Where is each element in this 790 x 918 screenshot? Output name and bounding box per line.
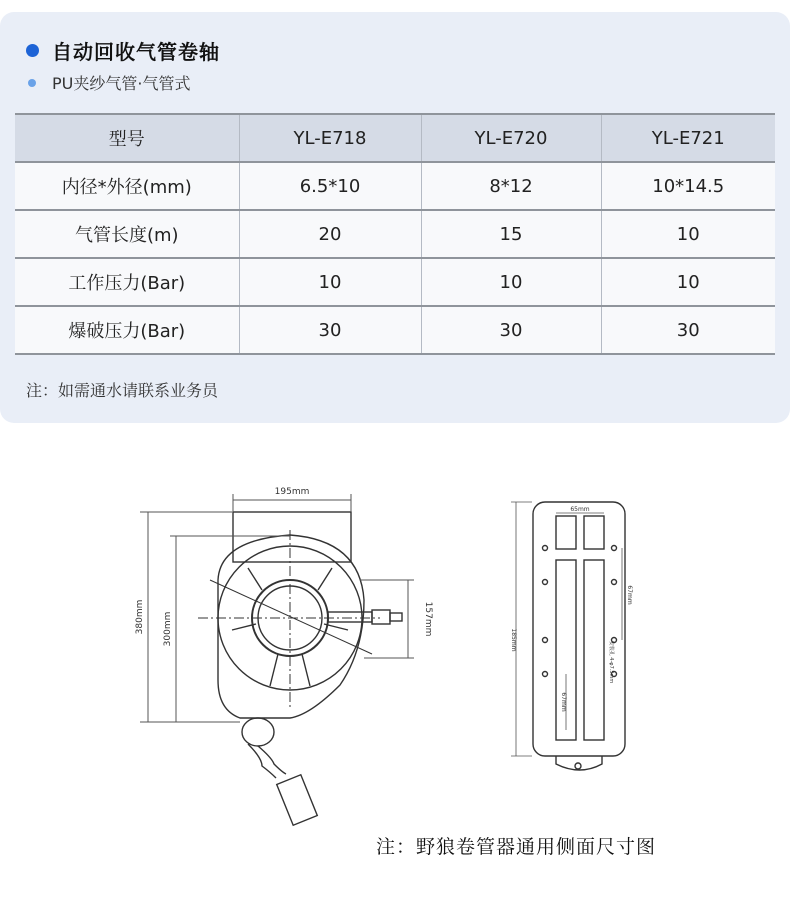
title-row [26, 36, 220, 65]
label-total-height: 380mm [135, 599, 145, 635]
row-label: 气管长度(m) [15, 210, 239, 258]
table-row [15, 258, 775, 306]
reel-dimension-labels [135, 487, 433, 646]
drawing-caption: 注：野狼卷管器通用侧面尺寸图 [376, 836, 657, 858]
plate-hole [612, 580, 617, 585]
table-row [15, 210, 775, 258]
plate-outline [533, 502, 625, 756]
table-cell: 10*14.5 [601, 162, 775, 210]
reel-side-view [198, 512, 402, 825]
reel-bracket [233, 512, 351, 562]
table-cell: 30 [601, 306, 775, 354]
page-subtitle: PU夹纱气管·气管式 [52, 74, 191, 93]
reel-dimensions [140, 494, 414, 722]
table-header-row [15, 114, 775, 162]
bullet-icon [26, 44, 39, 57]
small-bullet-icon [28, 79, 36, 87]
plate-slot-right [584, 560, 604, 740]
header-cell: YL-E721 [601, 114, 775, 162]
table-cell: 10 [239, 258, 421, 306]
hose-guide [242, 718, 274, 746]
table-cell: 15 [421, 210, 601, 258]
table-cell: 10 [421, 258, 601, 306]
plate-slot-top-right [584, 516, 604, 549]
plate-hole [543, 672, 548, 677]
plate-slot-top-left [556, 516, 576, 549]
table-row [15, 306, 775, 354]
table-cell: 8*12 [421, 162, 601, 210]
center-line-diag [210, 580, 372, 654]
row-label: 爆破压力(Bar) [15, 306, 239, 354]
dimension-drawing [0, 440, 790, 830]
table-cell: 30 [421, 306, 601, 354]
plate-dimension-labels [510, 506, 633, 712]
page-title: 自动回收气管卷轴 [52, 40, 220, 64]
plate-hole [543, 546, 548, 551]
outlet-fitting [372, 610, 390, 624]
plate-hole [543, 638, 548, 643]
header-cell: YL-E720 [421, 114, 601, 162]
plate-dimensions [511, 502, 622, 756]
outlet-tip [390, 613, 402, 621]
plate-hole [612, 546, 617, 551]
mounting-plate [533, 502, 625, 770]
label-hole-pitch: 67mm [626, 585, 633, 605]
spec-table [15, 113, 775, 355]
row-label: 内径*外径(mm) [15, 162, 239, 210]
header-cell: 型号 [15, 114, 239, 162]
label-hole-dia: 安装孔 4-φ7.5mm [608, 640, 614, 684]
label-slot: 67mm [560, 692, 567, 712]
label-plate-height: 185mm [510, 628, 517, 652]
note-text: 注：如需通水请联系业务员 [26, 381, 219, 400]
label-outlet: 157mm [423, 601, 433, 637]
table-row [15, 162, 775, 210]
header-cell: YL-E718 [239, 114, 421, 162]
plate-hole [543, 580, 548, 585]
table-cell: 10 [601, 258, 775, 306]
label-body-height: 300mm [163, 611, 173, 647]
table-cell: 20 [239, 210, 421, 258]
hose-connector [277, 775, 318, 826]
table-cell: 10 [601, 210, 775, 258]
label-width: 195mm [274, 487, 310, 497]
outlet-tube [328, 612, 372, 622]
subtitle-row [28, 71, 190, 94]
table-cell: 6.5*10 [239, 162, 421, 210]
label-plate-width: 65mm [570, 506, 590, 513]
table-cell: 30 [239, 306, 421, 354]
plate-tab-hole [575, 763, 581, 769]
hose [248, 744, 286, 778]
row-label: 工作压力(Bar) [15, 258, 239, 306]
